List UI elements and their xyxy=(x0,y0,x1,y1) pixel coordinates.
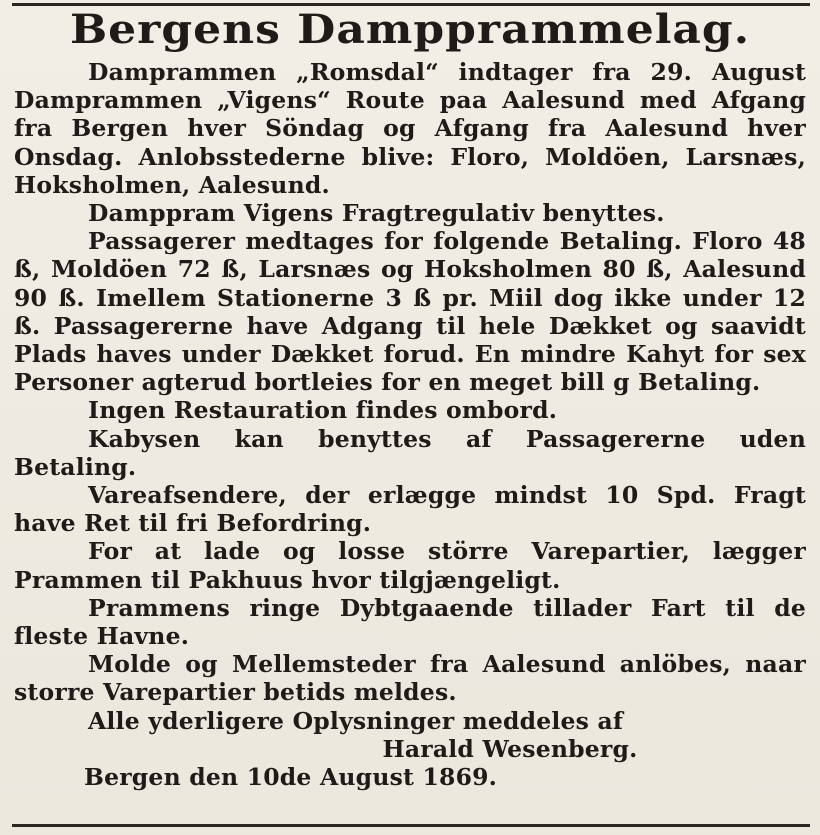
paragraph-fragtregulativ: Damppram Vigens Fragtregulativ benyttes. xyxy=(88,199,665,228)
headline: Bergens Dampprammelag. xyxy=(69,6,751,53)
paragraph-varepartier: For at lade og losse större Varepartier, lægger Prammen til Pakhuus hvor tilgjængeligt. xyxy=(14,537,806,594)
paragraph-havne: Prammens ringe Dybtgaaende tillader Fart til de fleste Havne. xyxy=(14,593,806,651)
bottom-rule xyxy=(12,824,810,827)
paragraph-route: Damprammen „Romsdal“ indtager fra 29. August Damprammen „Vigens“ Route paa Aalesund med Afgang fra Bergen hver Söndag og Afgang fra Aalesund hver Onsdag. Anlobsstederne blive: Floro, Moldöen, Larsnæs, Hoksholmen, Aalesund. xyxy=(14,58,806,199)
signature: Harald Wesenberg. xyxy=(382,734,638,763)
paragraph-restauration: Ingen Restauration findes ombord. xyxy=(88,396,558,425)
advertisement xyxy=(14,6,806,791)
paragraph-oplysninger: Alle yderligere Oplysninger meddeles af xyxy=(88,706,624,735)
paragraph-molde: Molde og Mellemsteder fra Aalesund anlöbes, naar storre Varepartier betids meldes. xyxy=(14,650,806,707)
paragraph-vareafsendere: Vareafsendere, der erlægge mindst 10 Spd. Fragt have Ret til fri Befordring. xyxy=(14,481,806,538)
date-line: Bergen den 10de August 1869. xyxy=(84,763,498,792)
paragraph-kabysen: Kabysen kan benyttes af Passagererne uden Betaling. xyxy=(14,424,806,481)
paragraph-passagerer: Passagerer medtages for folgende Betaling. Floro 48 ß, Moldöen 72 ß, Larsnæs og Hoksholmen 80 ß, Aalesund 90 ß. Imellem Stationerne 3 ß pr. Miil dog ikke under 12 ß. Passagererne have Adgang til hele Dækket og saavidt Plads haves under Dækket forud. En mindre Kahyt for sex Personer agterud bortleies for en meget bill g Betaling. xyxy=(14,227,806,397)
